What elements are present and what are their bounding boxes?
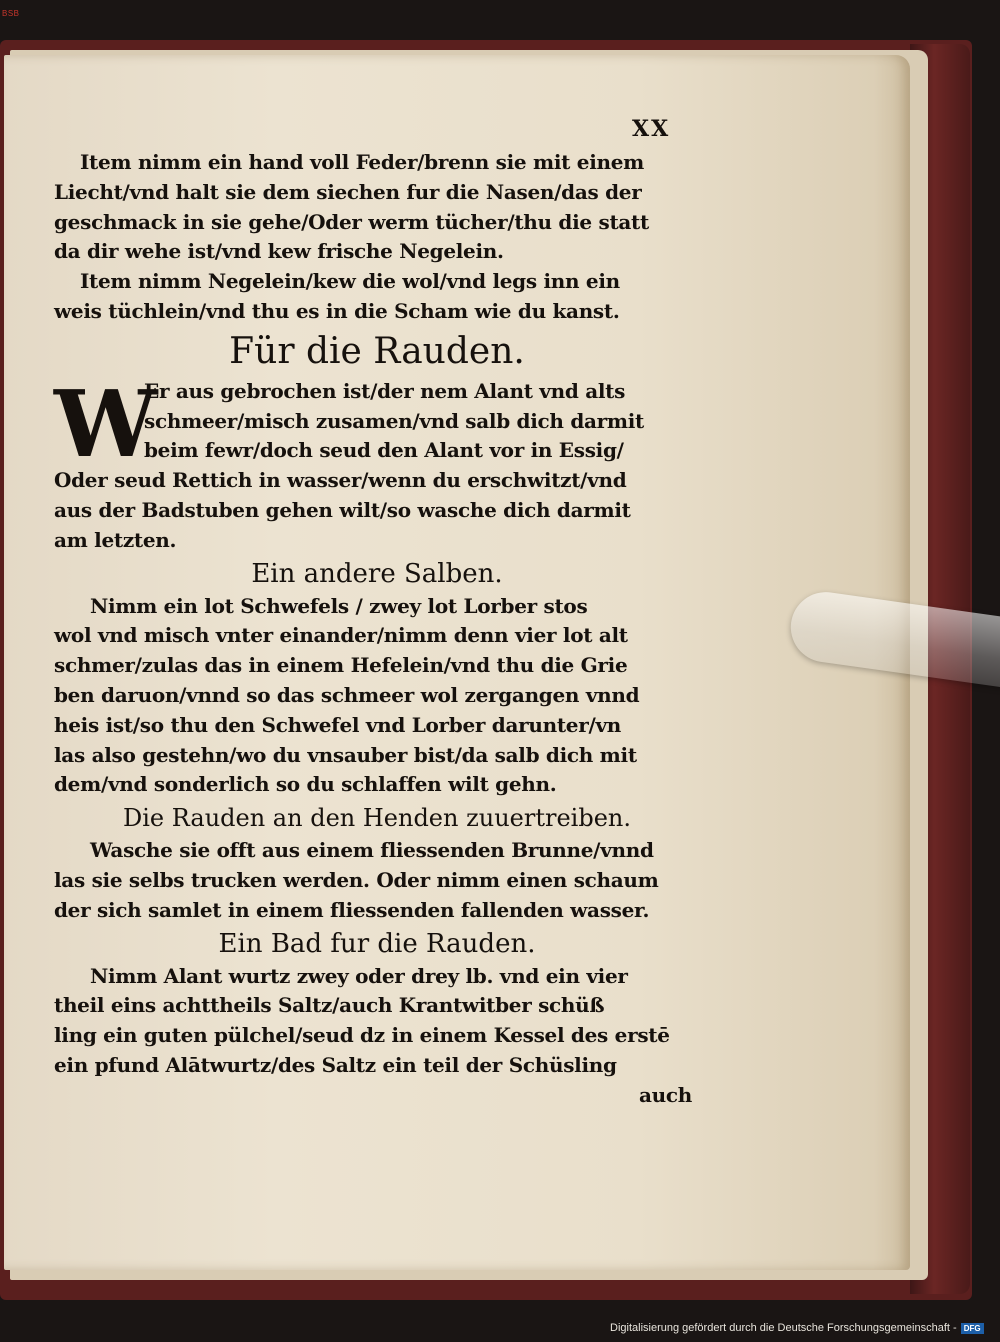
text-line: schmer/zulas das in einem Hefelein/vnd thu die Grie	[54, 653, 628, 678]
text-line: Nimm ein lot Schwefels / zwey lot Lorber stos	[90, 593, 588, 618]
text-line: Er aus gebrochen ist/der nem Alant vnd alts	[144, 378, 626, 403]
text-line: Item nimm ein hand voll Feder/brenn sie mit einem	[80, 150, 645, 174]
catchword: auch	[638, 1082, 692, 1107]
text-line: Oder seud Rettich in wasser/wenn du erschwitzt/vnd	[54, 468, 627, 493]
paragraph-6	[54, 962, 700, 1081]
page-text	[54, 116, 700, 1111]
paragraph-5	[54, 836, 700, 925]
dfg-logo: DFG	[961, 1323, 984, 1334]
text-line: theil eins achttheils Saltz/auch Krantwitber schüß	[54, 993, 605, 1018]
text-line: Item nimm Negelein/kew die wol/vnd legs inn ein	[80, 269, 620, 294]
text-line: dem/vnd sonderlich so du schlaffen wilt gehn.	[54, 772, 557, 797]
text-line: der sich samlet in einem fliessenden fallenden wasser.	[54, 897, 650, 922]
text-line: las sie selbs trucken werden. Oder nimm einen schaum	[54, 867, 659, 892]
decorated-initial: W	[54, 370, 158, 478]
text-line: weis tüchlein/vnd thu es in die Scham wie du kanst.	[54, 298, 620, 323]
section-heading: Ein andere Salben.	[251, 558, 503, 589]
text-line: heis ist/so thu den Schwefel vnd Lorber darunter/vn	[54, 712, 622, 737]
section-heading: Die Rauden an den Henden zuuertreiben.	[123, 804, 631, 833]
paragraph-1	[54, 148, 700, 267]
text-line: wol vnd misch vnter einander/nimm denn vier lot alt	[54, 623, 628, 648]
text-line: beim fewr/doch seud den Alant vor in Essig/	[144, 438, 624, 463]
text-line: da dir wehe ist/vnd kew frische Negelein.	[54, 239, 504, 264]
library-label: BSB	[2, 9, 20, 18]
text-line: Wasche sie offt aus einem fliessenden Brunne/vnnd	[90, 838, 654, 863]
text-line: aus der Badstuben gehen wilt/so wasche dich darmit	[54, 497, 631, 522]
text-line: ein pfund Alātwurtz/des Saltz ein teil der Schüsling	[54, 1052, 617, 1077]
text-line: las also gestehn/wo du vnsauber bist/da salb dich mit	[54, 742, 637, 767]
text-line: schmeer/misch zusamen/vnd salb dich darmit	[144, 408, 644, 433]
text-line: am letzten.	[54, 527, 177, 552]
section-heading: Für die Rauden.	[229, 330, 525, 372]
credit-text: Digitalisierung gefördert durch die Deutsche Forschungsgemeinschaft -	[610, 1322, 957, 1334]
paragraph-4	[54, 592, 700, 801]
text-line: ling ein guten pülchel/seud dz in einem Kessel des erstē	[54, 1023, 670, 1048]
folio-number: XX	[632, 116, 671, 142]
paragraph-2	[54, 267, 700, 327]
text-line: Liecht/vnd halt sie dem siechen fur die Nasen/das der	[54, 179, 642, 204]
text-line: geschmack in sie gehe/Oder werm tücher/thu die statt	[54, 209, 649, 234]
section-heading: Ein Bad fur die Rauden.	[218, 928, 536, 959]
digitization-credit	[610, 1322, 984, 1334]
text-line: ben daruon/vnnd so das schmeer wol zergangen vnnd	[54, 682, 640, 707]
text-line: Nimm Alant wurtz zwey oder drey lb. vnd ein vier	[90, 963, 628, 988]
